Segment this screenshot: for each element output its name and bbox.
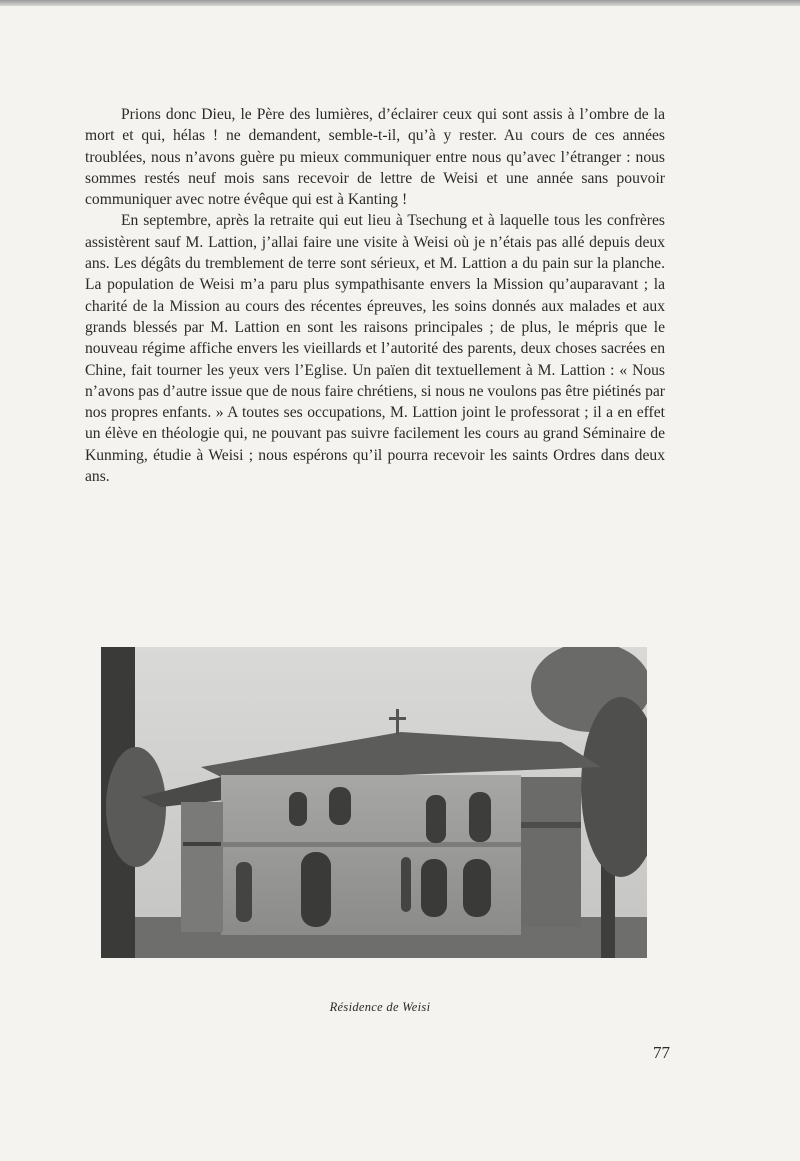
paragraph-1: Prions donc Dieu, le Père des lumières, d’éclairer ceux qui sont assis à l’ombre de la mort et qui, hélas ! ne demandent, semble-t-il, qu’à y rester. Au cours de ces années troublées, nous n’avons guère pu mieux communiquer entre nous qu’avec l’étranger : nous sommes restés neuf mois sans recevoir de lettre de Weisi et une année sans pouvoir communiquer avec notre évêque qui est à Kanting ! — [85, 106, 665, 209]
page-number: 77 — [653, 1043, 670, 1062]
page-top-edge — [0, 0, 800, 6]
photo-caption: Résidence de Weisi — [329, 1000, 431, 1014]
residence-photo — [101, 647, 647, 958]
paragraph-2: En septembre, après la retraite qui eut lieu à Tsechung et à laquelle tous les confrères assistèrent sauf M. Lattion, j’allai faire une visite à Weisi où je n’étais pas allé depuis deux ans. Les dégâts du tremblement de terre sont sérieux, et M. Lattion a du pain sur la planche. La population de Weisi m’a paru plus sympathisante envers la Mission qu’auparavant ; la charité de la Mission au cours des récentes épreuves, les soins donnés aux malades et aux grands blessés par M. Lattion en sont les raisons principales ; de plus, le mépris que le nouveau régime affiche envers les vieillards et l’autorité des parents, deux choses sacrées en Chine, fait tourner les yeux vers l’Eglise. Un païen dit textuellement à M. Lattion : « Nous n’avons pas d’autre issue que de nous faire chrétiens, si nous ne voulons pas être piétinés par nos propres enfants. » A toutes ses occupations, M. Lattion joint le professorat ; il a en effet un élève en théologie qui, ne pouvant pas suivre facilement les cours au grand Séminaire de Kunming, étudie à Weisi ; nous espérons qu’il pourra recevoir les saints Ordres dans deux ans. — [85, 212, 665, 486]
body-text — [85, 104, 665, 487]
